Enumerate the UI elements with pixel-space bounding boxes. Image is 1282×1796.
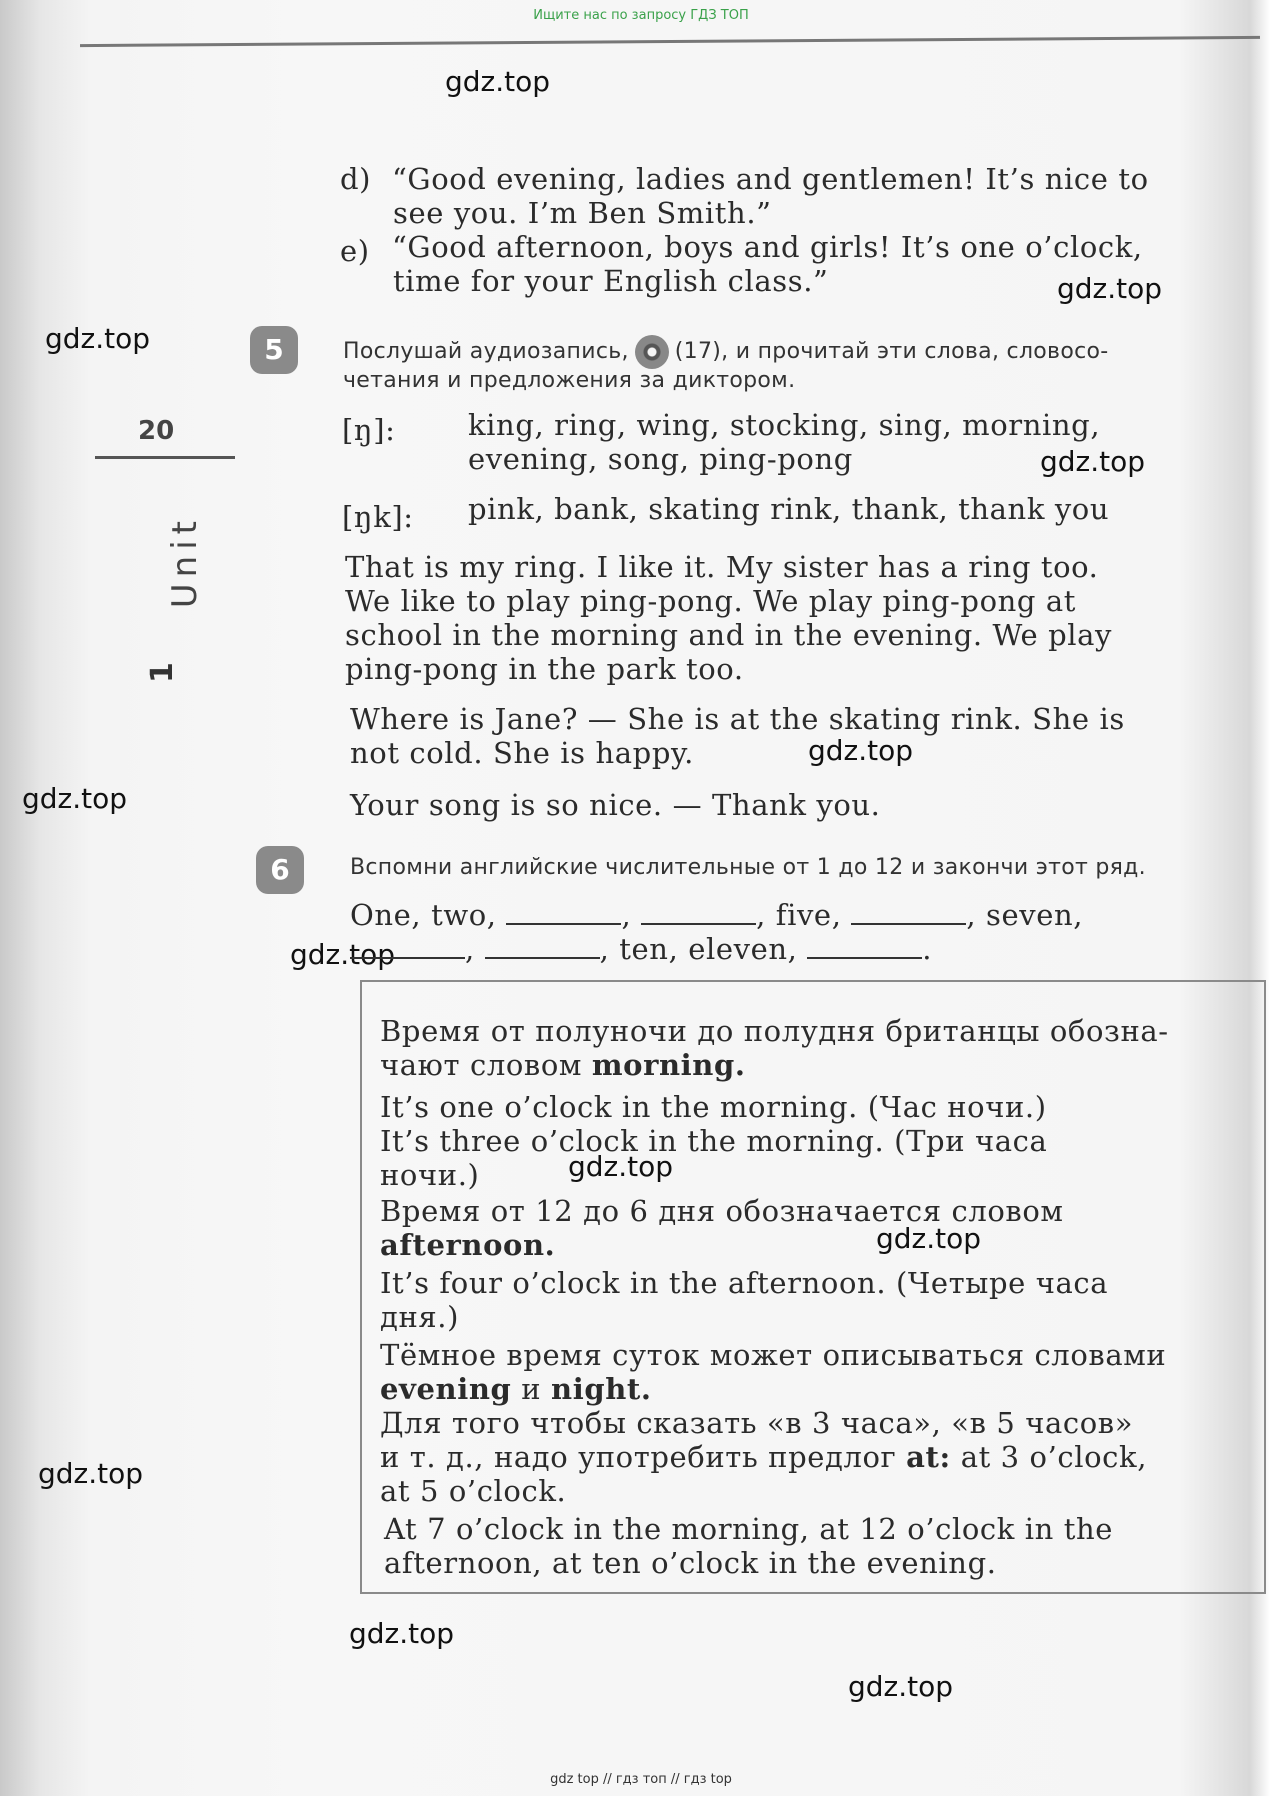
watermark: gdz.top [290, 938, 396, 971]
rule-line-15: At 7 o’clock in the morning, at 12 o’clock in the [384, 1512, 1114, 1546]
watermark: gdz.top [445, 65, 551, 98]
rule-text: at 3 o’clock, [960, 1440, 1148, 1474]
rule-line-6: Время от 12 до 6 дня обозначается словом [380, 1194, 1064, 1228]
term-at: at: [906, 1440, 951, 1474]
unit-number: 1 [144, 662, 180, 683]
rule-text: и т. д., надо употребить предлог [380, 1440, 897, 1474]
rule-line-5: ночи.) [380, 1158, 480, 1192]
item-e-line1: “Good afternoon, boys and girls! It’s one o’clock, [392, 230, 1143, 264]
reading-para2-line1: Where is Jane? — She is at the skating rink. She is [350, 702, 1125, 736]
watermark: gdz.top [45, 322, 151, 355]
exercise-5-instruction-part1: Послушай аудиозапись, [343, 339, 629, 364]
rule-line-4: It’s three o’clock in the morning. (Три часа [380, 1124, 1048, 1158]
page-number: 20 [138, 416, 175, 446]
sound-ng-words-line1: king, ring, wing, stocking, sing, morning, [468, 408, 1101, 442]
sound-ng-words-line2: evening, song, ping-pong [468, 442, 853, 476]
number-row-2: , , ten, eleven, . [350, 932, 932, 966]
rule-line-14: at 5 o’clock. [380, 1474, 567, 1508]
term-night: night. [551, 1372, 652, 1406]
term-morning: morning. [591, 1048, 746, 1082]
reading-para1-line2: We like to play ping-pong. We play ping-pong at [345, 584, 1077, 618]
number-row-1: One, two, , , five, , seven, [350, 898, 1084, 932]
words-ten-eleven: ten, eleven, [619, 932, 798, 966]
rule-line-12: Для того чтобы сказать «в 3 часа», «в 5 часов» [380, 1406, 1134, 1440]
watermark: gdz.top [568, 1150, 674, 1183]
rule-line-8: It’s four o’clock in the afternoon. (Четыре часа [380, 1266, 1109, 1300]
exercise-6-badge: 6 [256, 846, 304, 894]
exercise-5-badge: 5 [250, 326, 298, 374]
watermark: gdz.top [38, 1457, 144, 1490]
word-seven: seven, [985, 898, 1084, 932]
reading-para2-line2: not cold. She is happy. [350, 736, 694, 770]
rule-line-3: It’s one o’clock in the morning. (Час ночи.) [380, 1090, 1047, 1124]
header-note: Ищите нас по запросу ГДЗ ТОП [533, 8, 749, 23]
unit-label: Unit [165, 515, 205, 609]
rule-text: и [521, 1372, 542, 1406]
watermark: gdz.top [1057, 272, 1163, 305]
rule-line-7: afternoon. [380, 1228, 556, 1262]
item-d-label: d) [340, 162, 372, 196]
exercise-5-instruction-part2: (17), и прочитай эти слова, словосо- [674, 339, 1109, 364]
rule-line-13 [380, 1440, 1147, 1474]
sound-ngk-words: pink, bank, skating rink, thank, thank you [468, 492, 1110, 526]
rule-line-2 [380, 1048, 746, 1082]
blank-six[interactable] [851, 905, 966, 925]
audio-cd-icon[interactable] [635, 335, 669, 369]
reading-para3: Your song is so nice. — Thank you. [350, 788, 881, 822]
sound-ng-label: [ŋ]: [342, 413, 396, 447]
watermark: gdz.top [876, 1222, 982, 1255]
blank-four[interactable] [641, 905, 756, 925]
watermark: gdz.top [848, 1670, 954, 1703]
watermark: gdz.top [349, 1617, 455, 1650]
reading-para1-line3: school in the morning and in the evening. We play [345, 618, 1113, 652]
reading-para1-line1: That is my ring. I like it. My sister has a ring too. [345, 550, 1099, 584]
item-d-line1: “Good evening, ladies and gentlemen! It’s nice to [392, 162, 1149, 196]
sound-ngk-label: [ŋk]: [342, 500, 414, 534]
exercise-5-instruction-line2: четания и предложения за диктором. [343, 368, 796, 393]
item-e-line2: time for your English class.” [393, 264, 829, 298]
item-e-label: e) [340, 234, 370, 268]
rule-line-1: Время от полуночи до полудня британцы обозна- [380, 1014, 1169, 1048]
blank-three[interactable] [506, 905, 621, 925]
watermark: gdz.top [22, 782, 128, 815]
rule-line-11 [380, 1372, 652, 1406]
exercise-6-instruction: Вспомни английские числительные от 1 до 12 и закончи этот ряд. [350, 855, 1146, 880]
rule-line-9: дня.) [380, 1300, 460, 1334]
rule-line-10: Тёмное время суток может описываться словами [380, 1338, 1167, 1372]
word-two: two, [431, 898, 497, 932]
exercise-5-instruction [343, 335, 1108, 369]
footer-note: gdz top // гдз топ // гдз top [550, 1772, 732, 1787]
word-one: One, [350, 898, 422, 932]
watermark: gdz.top [1040, 445, 1146, 478]
blank-twelve[interactable] [807, 939, 922, 959]
page-number-rule [95, 456, 235, 459]
reading-para1-line4: ping-pong in the park too. [345, 652, 744, 686]
blank-nine[interactable] [485, 939, 600, 959]
watermark: gdz.top [808, 734, 914, 767]
word-five: five, [775, 898, 842, 932]
term-evening: evening [380, 1372, 512, 1406]
rule-text: чают словом [380, 1048, 583, 1082]
blank-eight[interactable] [350, 939, 465, 959]
rule-line-16: afternoon, at ten o’clock in the evening. [384, 1546, 997, 1580]
item-d-line2: see you. I’m Ben Smith.” [393, 196, 772, 230]
